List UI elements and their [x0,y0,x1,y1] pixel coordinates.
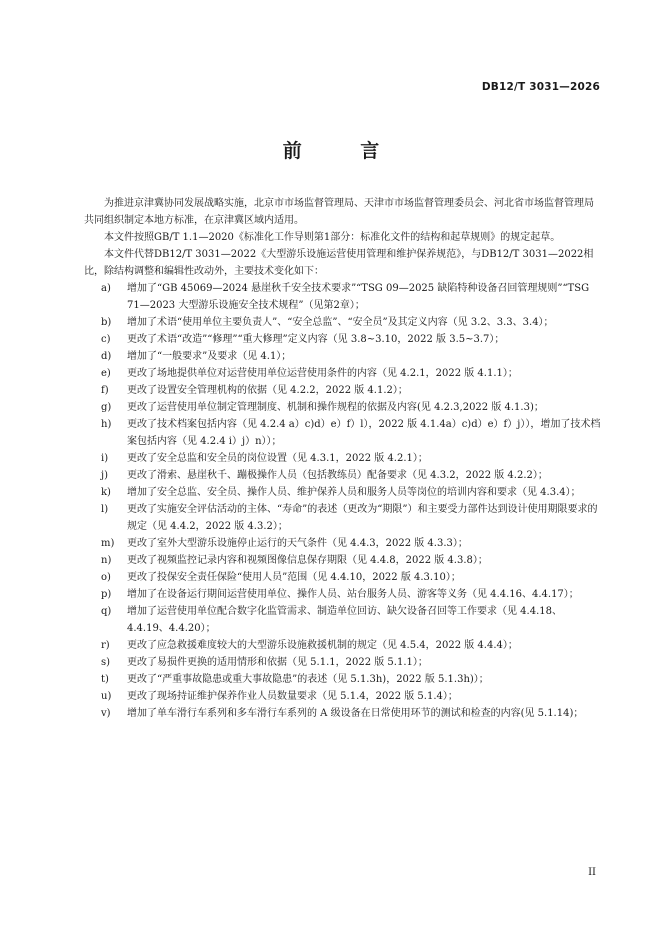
list-item-label: m) [101,538,115,549]
list-item-label: j) [101,470,109,481]
list-item-text: 增加了术语“使用单位主要负责人”、“安全总监”、“安全员”及其定义内容（见 3.2、3.3、3.4）； [127,317,554,328]
list-item-text: 更改了应急救援难度较大的大型游乐设施救援机制的规定（见 4.5.4，2022 版 4.4.4）； [127,640,518,651]
list-item-label: d) [101,351,112,362]
list-item [84,552,602,569]
list-item-text: 增加了在设备运行期间运营使用单位、操作人员、站台服务人员、游客等义务（见 4.4.16、4.4.17）； [127,589,579,600]
list-item-label: u) [101,691,112,702]
list-item-label: q) [101,606,112,617]
list-item [84,671,602,688]
list-item [84,331,602,348]
list-item-label: a) [101,283,111,294]
list-item [84,484,602,501]
list-item-label: o) [101,572,111,583]
list-item-label: k) [101,487,111,498]
technical-changes-list [84,280,602,722]
paragraph-intro: 为推进京津冀协同发展战略实施，北京市市场监督管理局、天津市市场监督管理委员会、河北省市场监督管理局共同组织制定本地方标准，在京津冀区域内适用。 [84,198,594,226]
list-item-text: 更改了易损件更换的适用情形和依据（见 5.1.1，2022 版 5.1.1）； [127,657,428,668]
list-item [84,603,602,637]
standard-code: DB12/T 3031—2026 [481,81,600,93]
list-item-text: 更改了术语“改造”“修理”“重大修理”定义内容（见 3.8~3.10，2022 版 3.5~3.7）； [127,334,505,345]
list-item [84,365,602,382]
list-item [84,654,602,671]
list-item-text: 增加了安全总监、安全员、操作人员、维护保养人员和服务人员等岗位的培训内容和要求（见 4.3.4）； [127,487,581,498]
list-item [84,399,602,416]
list-item [84,280,602,314]
list-item-text: 增加了“GB 45069—2024 悬崖秋千安全技术要求”“TSG 09—2025 缺陷特种设备召回管理规则”“TSG 71—2023 大型游乐设施安全技术规程”（见第2章）； [127,283,590,311]
page-number: II [588,867,596,878]
list-item-label: t) [101,674,109,685]
list-item-label: l) [101,504,109,515]
list-item [84,348,602,365]
list-item-text: 增加了单车滑行车系列和多车滑行车系列的 A 级设备在日常使用环节的测试和检查的内容(见 5.1.14)； [127,708,584,719]
paragraph-drafting-rule: 本文件按照GB/T 1.1—2020《标准化工作导则第1部分：标准化文件的结构和起草规则》的规定起草。 [104,232,561,243]
list-item [84,416,602,450]
list-item-text: 更改了滑索、悬崖秋千、蹦极操作人员（包括教练员）配备要求（见 4.3.2，2022 版 4.2.2）； [127,470,548,481]
list-item-text: 更改了投保安全责任保险“使用人员”范围（见 4.4.10，2022 版 4.3.10）； [127,572,461,583]
list-item-text: 增加了运营使用单位配合数字化监管需求、制造单位回访、缺欠设备召回等工作要求（见 4.4.18、4.4.19、4.4.20）； [127,606,562,634]
list-item-label: i) [101,453,109,464]
list-item [84,705,602,722]
list-item-text: 更改了现场持证维护保养作业人员数量要求（见 5.1.4，2022 版 5.1.4）； [127,691,458,702]
list-item-text: 更改了技术档案包括内容（见 4.2.4 a）c)d）e）f）l），2022 版 4.1.4a）c)d）e）f）j）），增加了技术档案包括内容（见 4.2.4 i）j）n））； [127,419,601,447]
list-item-text: 更改了“严重事故隐患或重大事故隐患”的表述（见 5.1.3h)，2022 版 5.1.3h)）； [127,674,489,685]
paragraph-replacement: 本文件代替DB12/T 3031—2022《大型游乐设施运营使用管理和维护保养规范》，与DB12/T 3031—2022相比，除结构调整和编辑性改动外，主要技术变化如下： [84,249,594,277]
page-title: 前 言 [282,140,406,162]
list-item-text: 更改了实施安全评估活动的主体、“寿命”的表述（更改为“期限”）和主要受力部件达到设计使用期限要求的规定（见 4.4.2，2022 版 4.3.2）； [127,504,598,532]
list-item [84,501,602,535]
list-item-label: c) [101,334,111,345]
list-item-label: p) [101,589,112,600]
list-item-text: 更改了安全总监和安全员的岗位设置（见 4.3.1，2022 版 4.2.1）； [127,453,428,464]
list-item-text: 增加了“一般要求”及要求（见 4.1）； [127,351,292,362]
list-item-label: e) [101,368,111,379]
list-item [84,569,602,586]
list-item-text: 更改了场地提供单位对运营使用单位运营使用条件的内容（见 4.2.1，2022 版 4.1.1）； [127,368,518,379]
list-item-label: r) [101,640,110,651]
list-item-label: b) [101,317,112,328]
list-item-text: 更改了室外大型游乐设施停止运行的天气条件（见 4.4.3，2022 版 4.3.3）； [127,538,468,549]
list-item [84,450,602,467]
list-item-label: g) [101,402,112,413]
list-item [84,586,602,603]
list-item-label: n) [101,555,112,566]
list-item-label: h) [101,419,112,430]
list-item [84,467,602,484]
list-item [84,688,602,705]
list-item-label: s) [101,657,111,668]
list-item [84,535,602,552]
list-item-text: 更改了设置安全管理机构的依据（见 4.2.2，2022 版 4.1.2）； [127,385,408,396]
list-item-text: 更改了视频监控记录内容和视频图像信息保存期限（见 4.4.8，2022 版 4.3.8）； [127,555,488,566]
list-item [84,382,602,399]
list-item-text: 更改了运营使用单位制定管理制度、机制和操作规程的依据及内容(见 4.2.3,2022 版 4.1.3)； [127,402,544,413]
list-item [84,637,602,654]
document-body [84,195,602,722]
list-item [84,314,602,331]
list-item-label: v) [101,708,111,719]
list-item-label: f) [101,385,109,396]
